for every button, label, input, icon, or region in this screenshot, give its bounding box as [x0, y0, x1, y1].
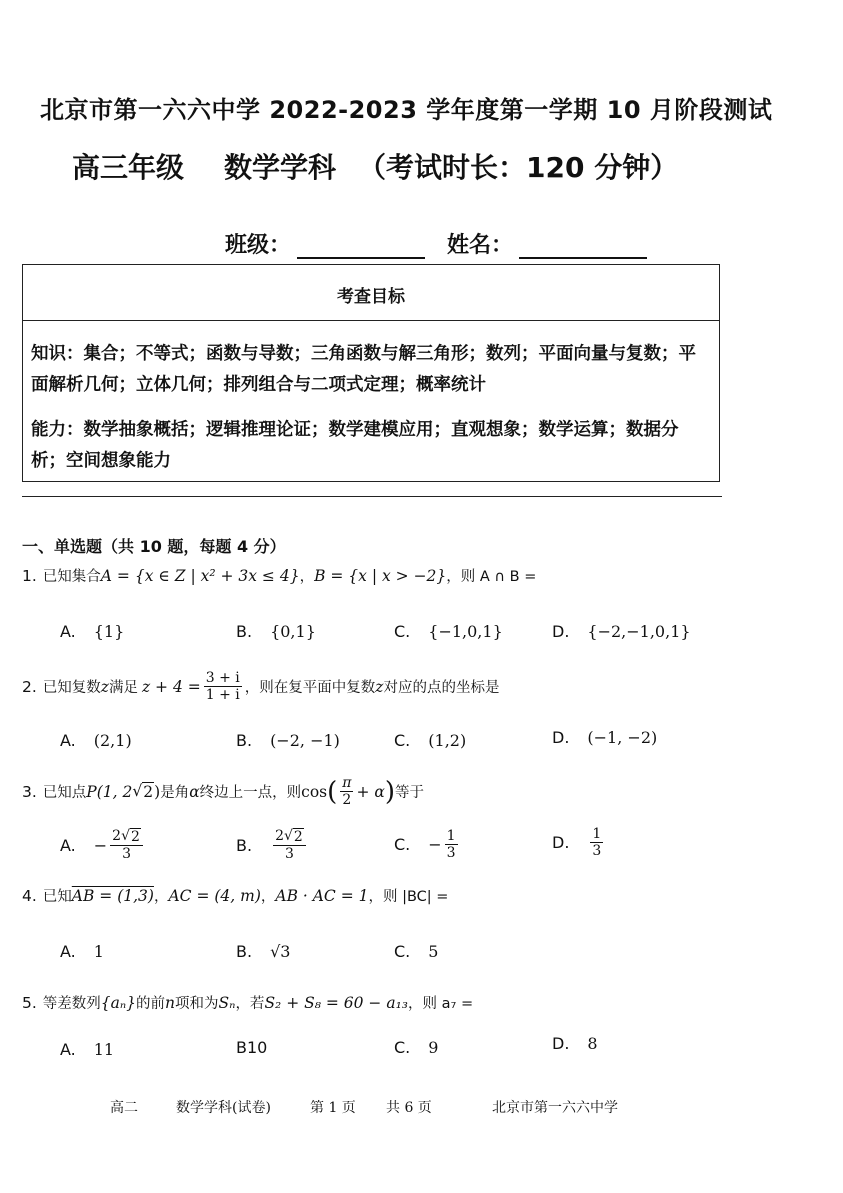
option-text: {−1,0,1} [428, 622, 503, 641]
objectives-box [22, 264, 720, 482]
question-1 [22, 565, 536, 586]
q3-option-a[interactable] [60, 828, 146, 862]
option-text: √3 [270, 942, 291, 961]
school-title: 北京市第一六六中学 2022-2023 学年度第一学期 10 月阶段测试 [40, 96, 773, 124]
section-heading: 一、单选题（共 10 题，每题 4 分） [22, 537, 286, 556]
fraction-denominator: 3 [122, 846, 131, 863]
question-number: 2. [22, 677, 37, 696]
q3-option-c[interactable] [394, 828, 461, 861]
class-blank-field[interactable] [297, 233, 425, 259]
option-label: A. [60, 835, 76, 855]
sqrt-sign: √ 2 [132, 782, 154, 802]
question-4 [22, 885, 448, 906]
fraction-denominator: 3 [284, 846, 294, 863]
question-number: 1. [22, 566, 37, 585]
variable-n: n [165, 993, 176, 1012]
footer-total: 共 6 页 [386, 1100, 432, 1116]
option-text: {1} [93, 622, 125, 641]
fraction [273, 828, 306, 862]
objectives-knowledge: 知识：集合；不等式；函数与导数；三角函数与解三角形；数列；平面向量与复数；平面解析几何；立体几何；排列组合与二项式定理；概率统计 [31, 344, 696, 395]
question-number: 5. [22, 993, 37, 1012]
question-text: ，则 |BC| = [368, 889, 449, 905]
fraction-numerator: 1 [446, 828, 456, 844]
footer-grade: 高二 [110, 1100, 138, 1116]
option-label: B. [236, 622, 253, 641]
option-label: C. [394, 731, 411, 750]
question-text: 等于 [395, 785, 425, 802]
fraction [110, 828, 143, 862]
question-2 [22, 670, 499, 703]
vector-ac: AC = (4, m) [168, 886, 261, 905]
fraction-numerator [110, 828, 143, 846]
q2-option-d[interactable] [552, 728, 657, 747]
question-text: 已知点 [42, 785, 87, 802]
duration-label: （考试时长：120 分钟） [358, 151, 679, 184]
option-label: B. [236, 835, 253, 855]
set-a: A = {x ∈ Z | x² + 3x ≤ 4} [100, 566, 300, 585]
option-text: (1,2) [428, 731, 467, 750]
question-text: 是角 [160, 785, 190, 802]
question-text: 等差数列 [42, 996, 101, 1012]
option-sign: − [428, 835, 442, 855]
angle-alpha: α [189, 782, 200, 801]
set-b: B = {x | x > −2} [314, 566, 447, 585]
q1-option-d[interactable] [552, 622, 691, 641]
q2-option-b[interactable] [236, 731, 340, 750]
q5-option-c[interactable] [394, 1038, 438, 1057]
footer-subject: 数学学科(试卷) [176, 1100, 271, 1116]
option-label: D. [552, 1034, 570, 1053]
radicand: 2 [143, 783, 154, 802]
fraction [445, 828, 458, 861]
question-text: ，若 [235, 996, 265, 1012]
q1-option-b[interactable] [236, 622, 316, 641]
question-text: 已知复数 [42, 680, 101, 697]
question-text: 已知 [42, 889, 72, 905]
question-text: 已知集合 [42, 569, 101, 585]
right-paren: ) [384, 776, 396, 807]
plus-alpha: + α [356, 782, 385, 801]
q5-option-a[interactable] [60, 1040, 114, 1059]
fraction-denominator: 3 [446, 845, 456, 862]
left-paren: ( [327, 776, 338, 807]
sum-sn: Sₙ [218, 993, 236, 1012]
option-label: A. [60, 942, 76, 961]
name-blank-field[interactable] [519, 233, 647, 259]
footer-school: 北京市第一六六中学 [492, 1100, 618, 1116]
fraction-numerator [273, 828, 306, 846]
option-text: 8 [587, 1034, 598, 1053]
question-3 [22, 775, 424, 808]
radicand: 2 [293, 829, 303, 845]
option-text: {−2,−1,0,1} [587, 622, 691, 641]
option-text: (2,1) [93, 731, 132, 750]
option-label: C. [394, 942, 411, 961]
q2-option-a[interactable] [60, 731, 132, 750]
fraction-denominator: 3 [592, 843, 602, 860]
radicand: 2 [131, 829, 140, 845]
equation: S₂ + S₈ = 60 − a₁₃ [264, 993, 409, 1012]
grade-label: 高三年级 [72, 151, 185, 184]
separator: ， [299, 569, 315, 585]
q4-option-b[interactable] [236, 942, 290, 961]
question-text: ，则 A ∩ B = [446, 569, 537, 585]
objectives-heading: 考查目标 [23, 265, 719, 321]
option-text: 11 [93, 1040, 115, 1059]
fraction [340, 775, 353, 808]
q3-option-d[interactable] [552, 826, 606, 859]
sqrt-sign: √ 2 [121, 828, 140, 845]
coefficient: 2 [112, 828, 122, 844]
coefficient: 2 [275, 828, 284, 844]
option-label: D. [552, 622, 570, 641]
option-label: A. [60, 1040, 76, 1059]
option-label: C. [394, 622, 411, 641]
fraction-denominator: 2 [342, 792, 352, 809]
separator: ， [260, 889, 276, 905]
question-text: 的前 [136, 996, 166, 1012]
separator: ， [153, 889, 169, 905]
exam-subtitle [72, 146, 772, 186]
option-label: C. [394, 1038, 411, 1057]
q4-option-c[interactable] [394, 942, 438, 961]
option-text: 1 [93, 942, 104, 961]
cos-function: cos [301, 782, 328, 801]
q3-option-b[interactable] [236, 828, 309, 862]
question-text: ，则 a₇ = [408, 996, 474, 1012]
question-5 [22, 992, 473, 1013]
fraction [204, 670, 242, 703]
close-paren: ) [154, 782, 161, 801]
option-label: B. [236, 731, 253, 750]
name-label: 姓名： [447, 233, 514, 258]
option-label: D. [552, 833, 570, 853]
option-text: (−2, −1) [270, 731, 340, 750]
q1-option-c[interactable] [394, 622, 503, 641]
question-text: ，则在复平面中复数 [244, 680, 376, 697]
vector-ab: AB = (1,3) [71, 886, 154, 905]
q5-option-b[interactable] [236, 1038, 285, 1057]
sequence: {aₙ} [100, 993, 137, 1012]
subject-label: 数学学科 [224, 151, 337, 184]
q2-option-c[interactable] [394, 731, 466, 750]
q1-option-a[interactable] [60, 622, 124, 641]
option-label: B. [236, 942, 253, 961]
option-label: B10 [236, 1038, 268, 1057]
question-number: 4. [22, 886, 37, 905]
question-text: 项和为 [175, 996, 219, 1012]
question-text: 对应的点的坐标是 [383, 680, 500, 697]
fraction-numerator: π [342, 775, 352, 791]
q4-option-a[interactable] [60, 942, 104, 961]
class-label: 班级： [225, 233, 292, 258]
fraction [590, 826, 603, 859]
option-text: 9 [428, 1038, 439, 1057]
option-label: D. [552, 728, 570, 747]
fraction-numerator: 3 + i [205, 670, 240, 686]
question-number: 3. [22, 782, 37, 801]
variable-z: z [375, 677, 384, 696]
option-label: C. [394, 835, 411, 855]
dot-product: AB · AC = 1 [275, 886, 369, 905]
fraction-denominator: 1 + i [205, 687, 240, 704]
option-text: (−1, −2) [587, 728, 658, 747]
student-info-row [225, 228, 685, 259]
option-label: A. [60, 622, 76, 641]
fraction-numerator: 1 [592, 826, 602, 842]
option-sign: − [93, 835, 108, 855]
divider [22, 496, 722, 497]
option-text: 5 [428, 942, 439, 961]
option-text: {0,1} [270, 622, 316, 641]
question-text: 终边上一点，则 [199, 785, 302, 802]
objectives-ability: 能力：数学抽象概括；逻辑推理论证；数学建模应用；直观想象；数学运算；数据分析；空间想象能力 [31, 420, 679, 471]
variable-z: z [100, 677, 109, 696]
equation-lhs: z + 4 = [141, 677, 201, 696]
sqrt-sign: √ 2 [283, 828, 303, 845]
footer-page: 第 1 页 [310, 1100, 356, 1116]
q5-option-d[interactable] [552, 1034, 598, 1053]
option-label: A. [60, 731, 76, 750]
point-p: P(1, 2 [86, 782, 133, 801]
question-text: 满足 [108, 680, 138, 697]
